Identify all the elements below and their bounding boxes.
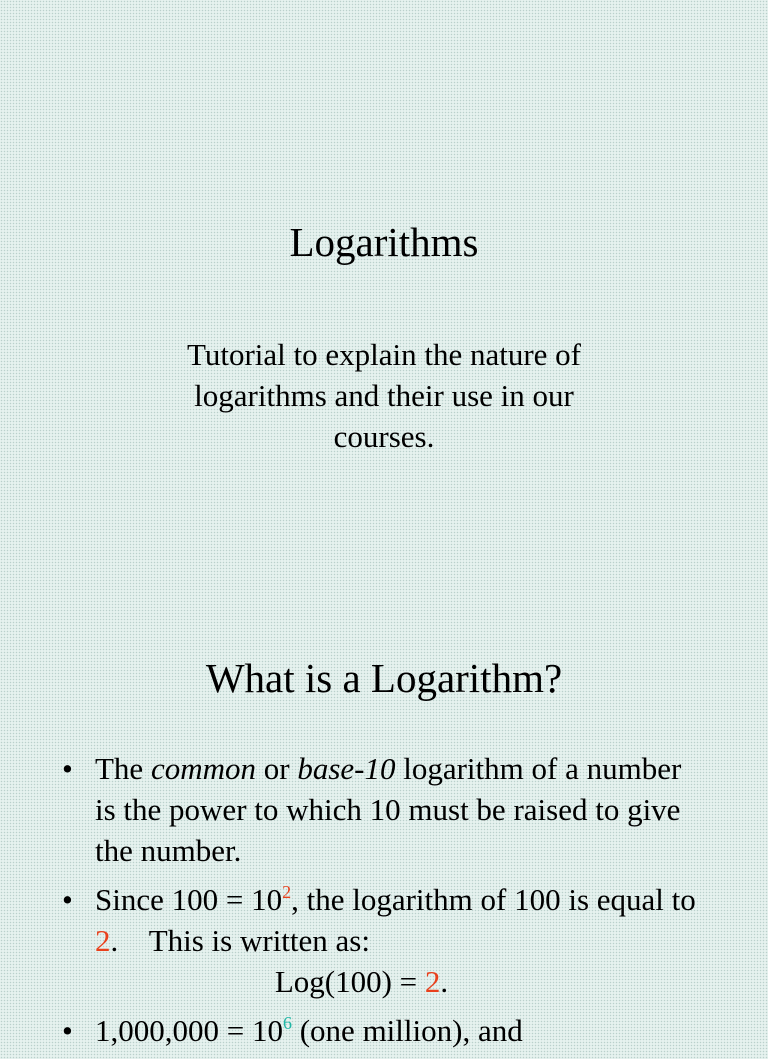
equation-end: .	[440, 964, 449, 999]
subtitle-line: logarithms and their use in our	[194, 378, 574, 413]
bullet-text: , the logarithm of 100 is equal to	[291, 882, 696, 917]
bullet-definition	[0, 748, 768, 871]
slide-subtitle	[150, 334, 618, 457]
bullet-text: or	[256, 751, 298, 786]
bullet-dot: •	[62, 882, 73, 917]
bullet-text: . This is written as:	[110, 923, 370, 958]
subtitle-line: courses.	[333, 419, 435, 454]
slide2-heading: What is a Logarithm?	[205, 655, 563, 701]
bullet-text: Since 100 = 10	[95, 882, 283, 917]
subtitle-line: Tutorial to explain the nature of	[186, 337, 582, 372]
bullet-dot: •	[62, 1013, 73, 1048]
emphasis-common: common	[150, 751, 256, 786]
exponent: 2	[282, 882, 292, 902]
log-value: 2	[95, 923, 111, 958]
bullet-example-100	[0, 879, 768, 1002]
equation-left: Log(100) =	[274, 964, 425, 999]
bullet-text: The	[95, 751, 151, 786]
slide-what-is-log	[0, 576, 768, 1048]
bullet-dot: •	[62, 751, 73, 786]
equation	[95, 961, 698, 1002]
bullet-example-million	[0, 1010, 768, 1051]
bullet-text: (one million), and	[291, 1013, 523, 1048]
bullet-list	[0, 748, 768, 1059]
bullet-text: 1,000,000 = 10	[95, 1013, 283, 1048]
emphasis-base10: base-10	[297, 751, 396, 786]
equation-value: 2	[424, 964, 441, 999]
exponent: 6	[282, 1013, 292, 1033]
bullet-text: logarithm of a number is the power to which 10 must be raised to give the number.	[95, 751, 682, 868]
slide-title-heading: Logarithms	[289, 219, 479, 265]
